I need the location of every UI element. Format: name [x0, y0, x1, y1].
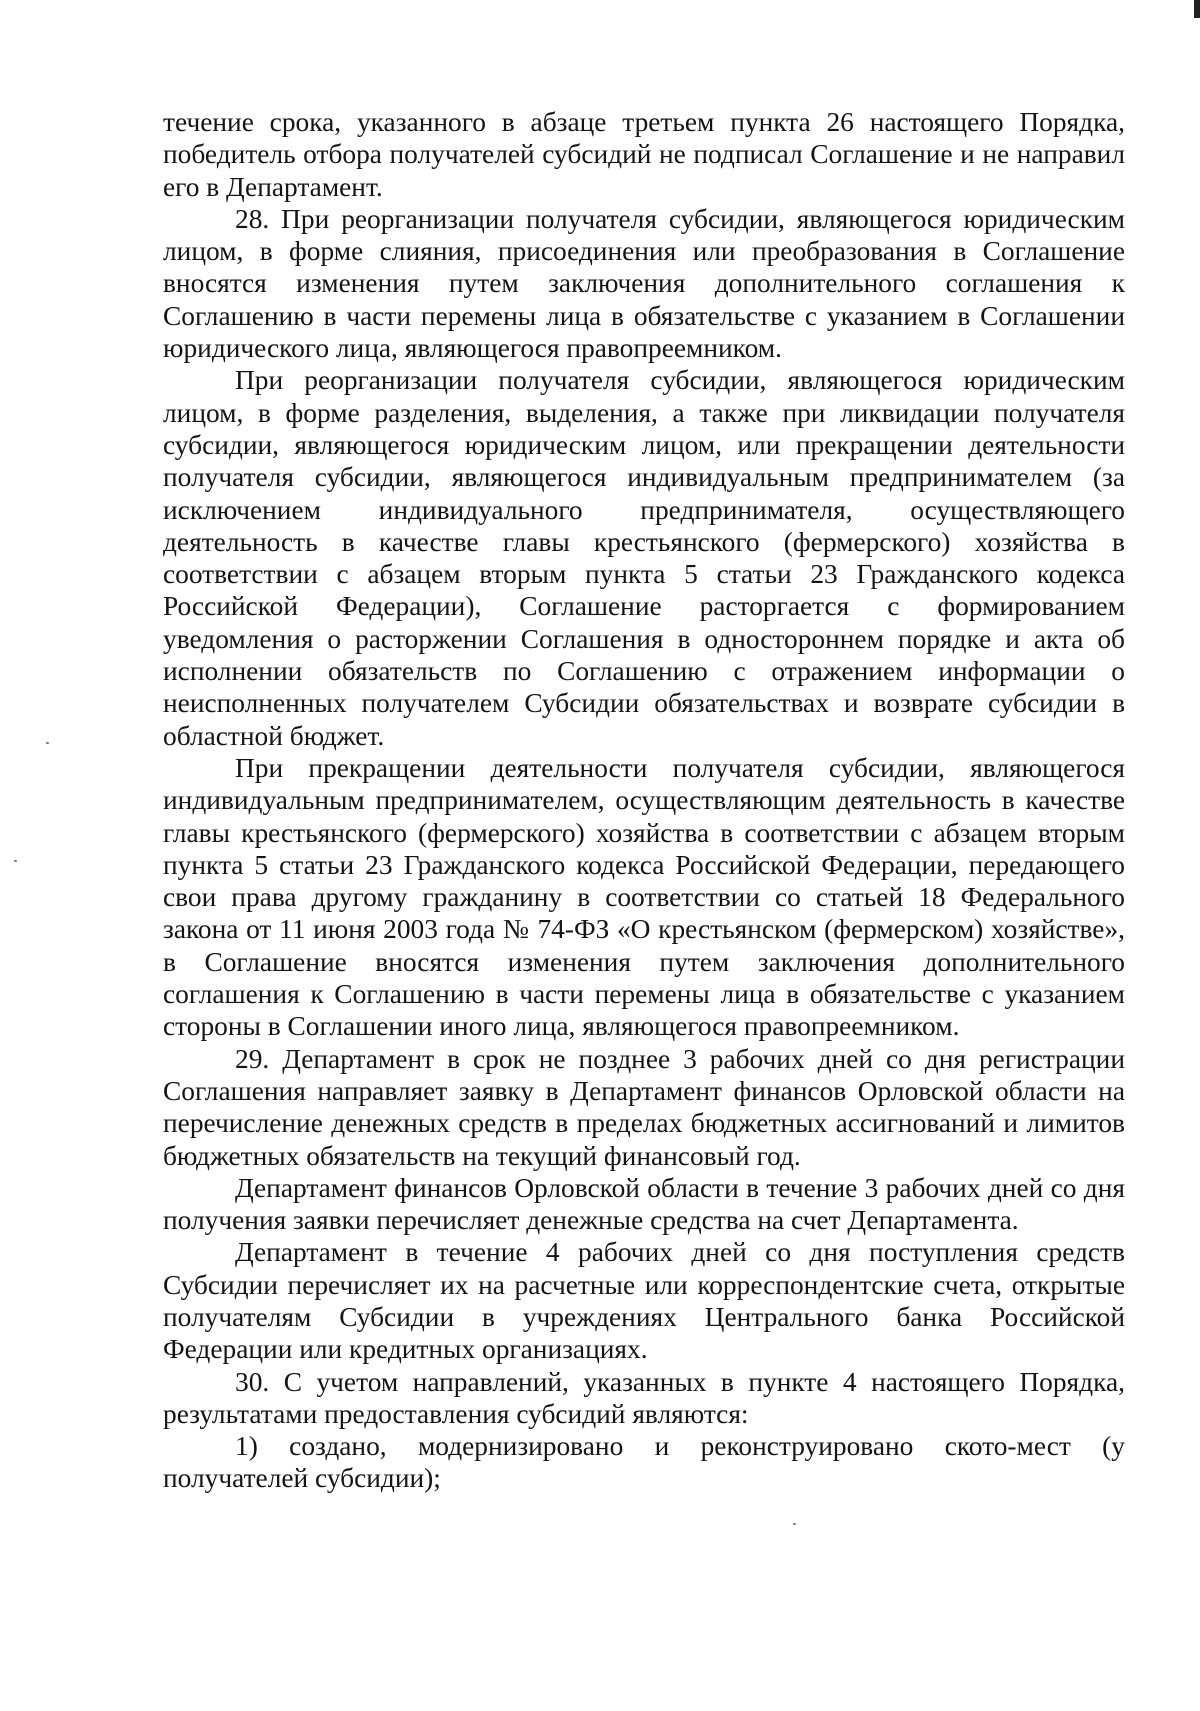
document-body [163, 106, 1125, 1495]
paragraph-reorganization-division: При реорганизации получателя субсидии, являющегося юридическим лицом, в форме разделения, выделения, а также при ликвидации получателя субсидии, являющегося юридическим лицом, или прекращении деятельности получателя субсидии, являющегося индивидуальным предпринимателем (за исключением индивидуального предпринимателя, осуществляющего деятельность в качестве главы крестьянского (фермерского) хозяйства в соответствии с абзацем вторым пункта 5 статьи 23 Гражданского кодекса Российской Федерации), Соглашение расторгается с формированием уведомления о расторжении Соглашения в одностороннем порядке и акта об исполнении обязательств по Соглашению с отражением информации о неисполненных получателем Субсидии обязательствах и возврате субсидии в областной бюджет. [163, 365, 1125, 751]
paragraph-item-28: 28. При реорганизации получателя субсидии, являющегося юридическим лицом, в форме слияния, присоединения или преобразования в Соглашение вносятся изменения путем заключения дополнительного соглашения к Соглашению в части перемены лица в обязательстве с указанием в Соглашении юридического лица, являющегося правопреемником. [163, 203, 1125, 364]
paragraph-continuation: течение срока, указанного в абзаце третьем пункта 26 настоящего Порядка, победитель отбора получателей субсидий не подписал Соглашение и не направил его в Департамент. [163, 107, 1125, 202]
paragraph-farm-termination: При прекращении деятельности получателя субсидии, являющегося индивидуальным предпринимателем, осуществляющим деятельность в качестве главы крестьянского (фермерского) хозяйства в соответствии с абзацем вторым пункта 5 статьи 23 Гражданского кодекса Российской Федерации, передающего свои права другому гражданину в соответствии со статьей 18 Федерального закона от 11 июня 2003 года № 74-ФЗ «О крестьянском (фермерском) хозяйстве», в Соглашение вносятся изменения путем заключения дополнительного соглашения к Соглашению в части перемены лица в обязательстве с указанием стороны в Соглашении иного лица, являющегося правопреемником. [163, 752, 1125, 1042]
paragraph-item-29: 29. Департамент в срок не позднее 3 рабочих дней со дня регистрации Соглашения направляет заявку в Департамент финансов Орловской области на перечисление денежных средств в пределах бюджетных ассигнований и лимитов бюджетных обязательств на текущий финансовый год. [163, 1043, 1125, 1171]
scan-speck [14, 860, 17, 862]
paragraph-item-30: 30. С учетом направлений, указанных в пункте 4 настоящего Порядка, результатами предоставления субсидий являются: [163, 1366, 1125, 1429]
scan-speck [793, 1523, 796, 1525]
scan-edge-mark [1194, 0, 1200, 18]
paragraph-result-1: 1) создано, модернизировано и реконструировано ското-мест (у получателей субсидии); [163, 1431, 1125, 1494]
paragraph-department-transfer: Департамент в течение 4 рабочих дней со дня поступления средств Субсидии перечисляет их на расчетные или корреспондентские счета, открытые получателям Субсидии в учреждениях Центрального банка Российской Федерации или кредитных организациях. [163, 1237, 1125, 1365]
paragraph-finance-transfer: Департамент финансов Орловской области в течение 3 рабочих дней со дня получения заявки перечисляет денежные средства на счет Департамента. [163, 1172, 1125, 1236]
scan-speck [46, 742, 49, 744]
